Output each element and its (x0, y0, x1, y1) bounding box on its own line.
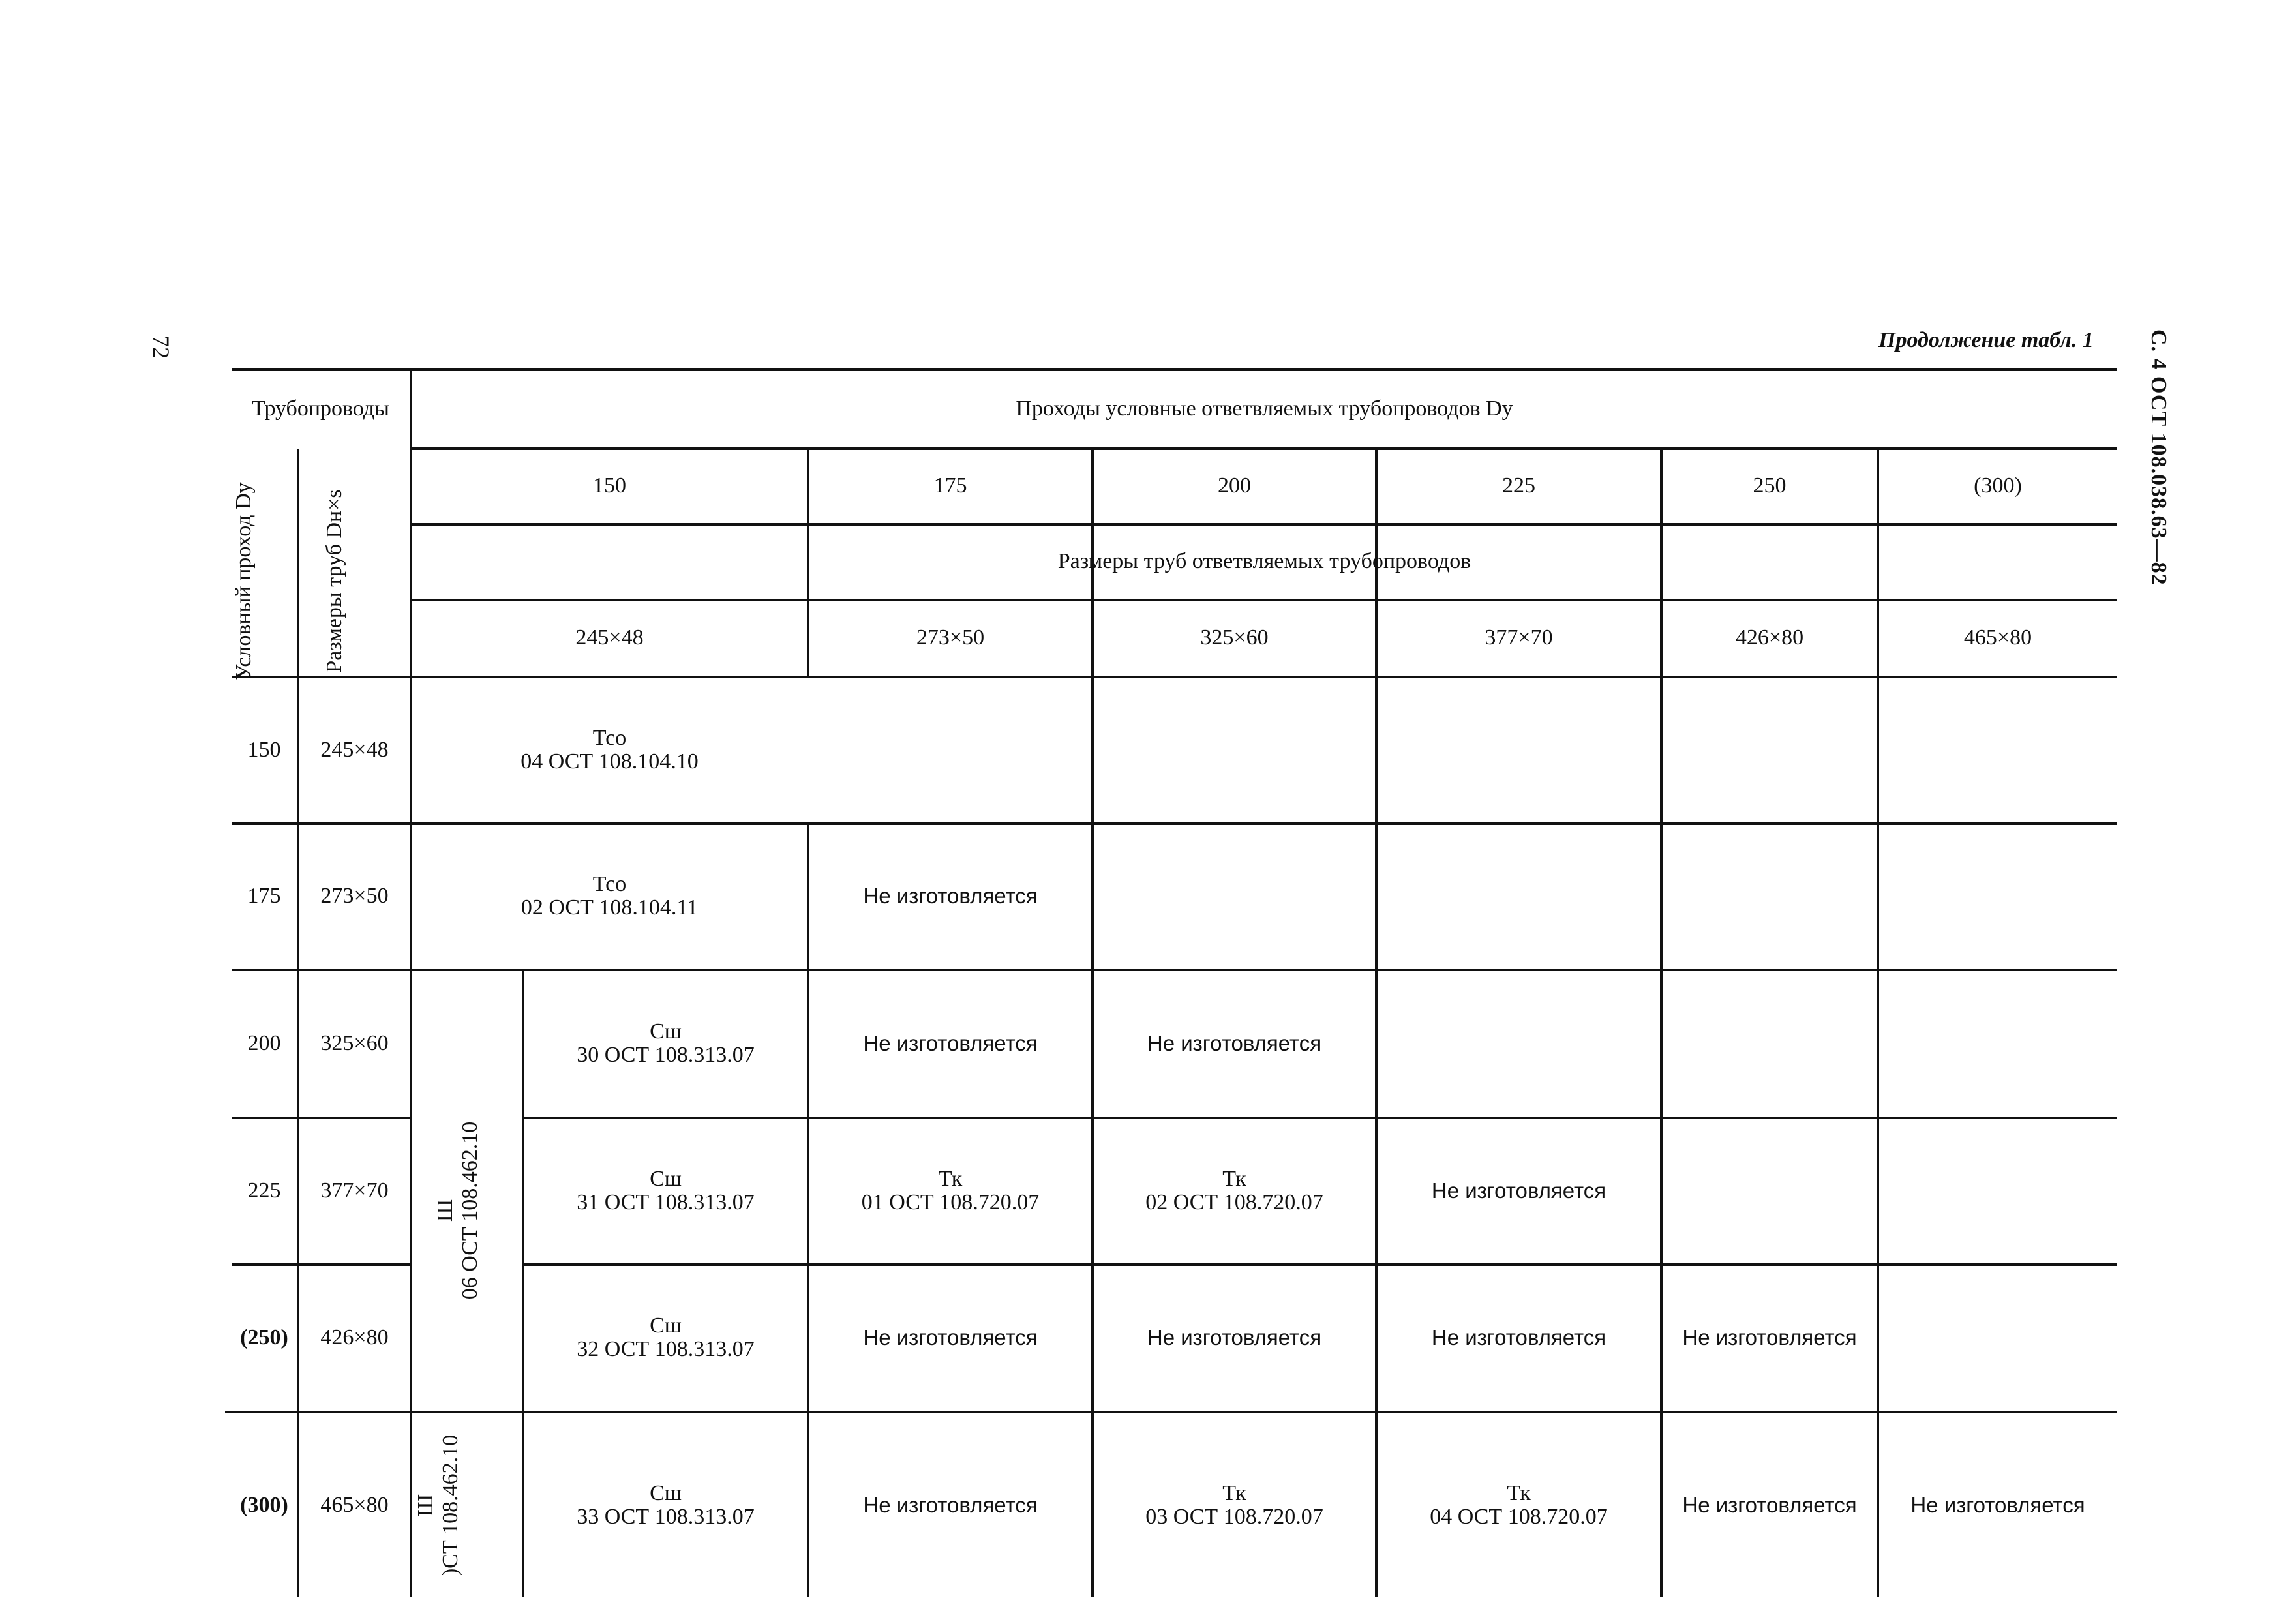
tso-ost: 04 ОСТ 108.104.10 (520, 749, 699, 774)
sh-group-label: Ш 06 ОСТ 108.462.10 (433, 1121, 482, 1300)
header-pipelines: Трубопроводы (251, 396, 390, 421)
tso-ost: 02 ОСТ 108.104.11 (520, 895, 699, 920)
row-size: 426×80 (320, 1325, 389, 1349)
ssh-cell: Сш 33 ОСТ 108.313.07 (577, 1481, 755, 1529)
page-number: 72 (148, 335, 174, 359)
not-made-cell: Не изготовляется (863, 1030, 1038, 1055)
row-dn: 175 (247, 884, 281, 908)
ssh-cell: Сш 30 ОСТ 108.313.07 (577, 1019, 755, 1067)
branch-size-245x48: 245×48 (575, 625, 644, 650)
branch-size-377x70: 377×70 (1485, 625, 1553, 650)
row-size: 377×70 (320, 1178, 389, 1203)
ssh-cell: Сш 32 ОСТ 108.313.07 (577, 1314, 755, 1361)
header-branch-passages: Проходы условные ответвляемых трубопроводов Dy (1016, 396, 1513, 421)
tso-code: Тсо (592, 725, 627, 750)
not-made-cell: Не изготовляется (1431, 1178, 1606, 1203)
branch-dn-300: (300) (1974, 474, 2022, 498)
tso-cell (412, 677, 807, 822)
branch-size-325x60: 325×60 (1200, 625, 1269, 650)
row-dn: 225 (247, 1178, 281, 1203)
tk-cell: Тк 04 ОСТ 108.720.07 (1430, 1481, 1608, 1529)
row-size: 465×80 (320, 1492, 389, 1517)
header-branch-sizes: Размеры труб ответвляемых трубопроводов (1057, 549, 1471, 573)
tso-code: Тсо (592, 872, 627, 896)
branch-size-273x50: 273×50 (916, 625, 985, 650)
header-nominal-passage: Условный проход Dy (232, 482, 256, 680)
row-dn: 150 (247, 737, 281, 762)
continuation-label: Продолжение табл. 1 (1878, 328, 2094, 352)
not-made-cell: Не изготовляется (1147, 1325, 1322, 1349)
not-made-cell: Не изготовляется (1431, 1325, 1606, 1349)
header-pipe-size: Размеры труб Dн×s (322, 489, 346, 673)
tk-cell: Тк 02 ОСТ 108.720.07 (1145, 1166, 1323, 1214)
ssh-cell: Сш 31 ОСТ 108.313.07 (577, 1166, 755, 1214)
branch-dn-250: 250 (1753, 474, 1787, 498)
branch-dn-225: 225 (1502, 474, 1535, 498)
not-made-cell: Не изготовляется (1682, 1325, 1857, 1349)
tk-cell: Тк 03 ОСТ 108.720.07 (1145, 1481, 1323, 1529)
row-dn: (250) (240, 1325, 288, 1349)
document-header: С. 4 ОСТ 108.038.63—82 (2147, 329, 2171, 586)
row-size: 245×48 (320, 737, 389, 762)
not-made-cell: Не изготовляется (863, 1492, 1038, 1517)
branch-size-465x80: 465×80 (1963, 625, 2032, 650)
not-made-cell: Не изготовляется (1910, 1492, 2085, 1517)
branch-size-426x80: 426×80 (1735, 625, 1804, 650)
tso-cell (412, 824, 807, 969)
sh-group-label: Ш )СТ 108.462.10 (414, 1434, 462, 1576)
not-made-cell: Не изготовляется (863, 884, 1038, 908)
not-made-cell: Не изготовляется (863, 1325, 1038, 1349)
not-made-cell: Не изготовляется (1147, 1030, 1322, 1055)
row-dn: (300) (240, 1492, 288, 1517)
branch-dn-200: 200 (1218, 474, 1251, 498)
row-size: 273×50 (320, 884, 389, 908)
branch-dn-150: 150 (593, 474, 626, 498)
row-dn: 200 (247, 1030, 281, 1055)
tk-cell: Тк 01 ОСТ 108.720.07 (861, 1166, 1040, 1214)
not-made-cell: Не изготовляется (1682, 1492, 1857, 1517)
branch-dn-175: 175 (933, 474, 967, 498)
row-size: 325×60 (320, 1030, 389, 1055)
